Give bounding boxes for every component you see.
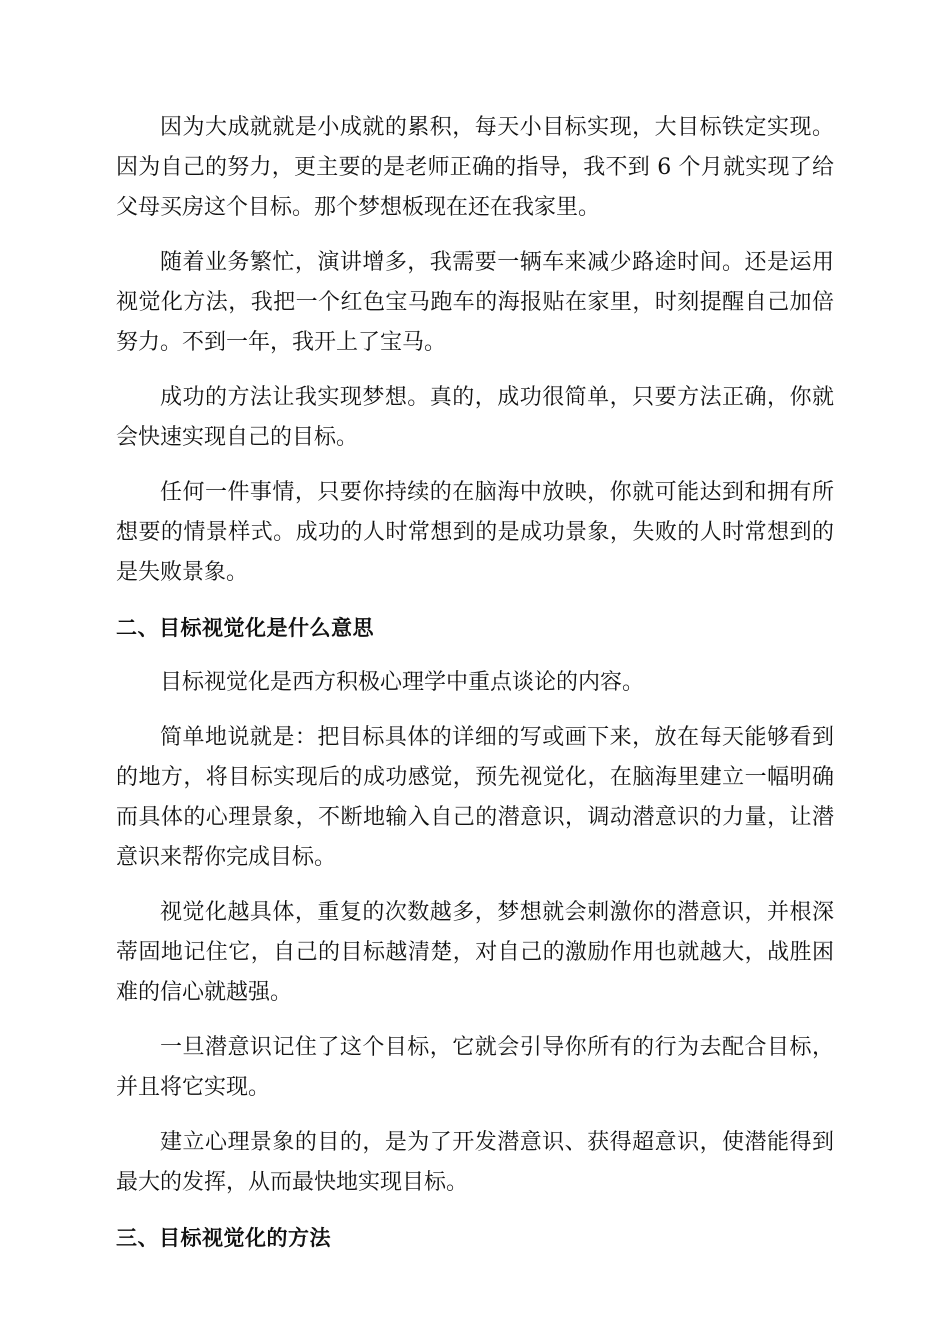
section-heading: 三、目标视觉化的方法 xyxy=(116,1226,331,1250)
paragraph: 视觉化越具体，重复的次数越多，梦想就会刺激你的潜意识，并根深蒂固地记住它，自己的目标越清楚，对自己的激励作用也就越大，战胜困难的信心就越强。 xyxy=(116,900,834,1005)
document-body xyxy=(116,108,834,1273)
paragraph: 因为大成就就是小成就的累积，每天小目标实现，大目标铁定实现。因为自己的努力，更主要的是老师正确的指导，我不到 6 个月就实现了给父母买房这个目标。那个梦想板现在还在我家里。 xyxy=(116,115,834,220)
paragraph: 简单地说就是：把目标具体的详细的写或画下来，放在每天能够看到的地方，将目标实现后的成功感觉，预先视觉化，在脑海里建立一幅明确而具体的心理景象，不断地输入自己的潜意识，调动潜意识的力量，让潜意识来帮你完成目标。 xyxy=(116,725,834,870)
section-heading: 二、目标视觉化是什么意思 xyxy=(116,616,374,640)
paragraph: 目标视觉化是西方积极心理学中重点谈论的内容。 xyxy=(160,670,645,695)
paragraph: 任何一件事情，只要你持续的在脑海中放映，你就可能达到和拥有所想要的情景样式。成功的人时常想到的是成功景象，失败的人时常想到的是失败景象。 xyxy=(116,480,834,585)
paragraph: 随着业务繁忙，演讲增多，我需要一辆车来减少路途时间。还是运用视觉化方法，我把一个红色宝马跑车的海报贴在家里，时刻提醒自己加倍努力。不到一年，我开上了宝马。 xyxy=(116,250,834,355)
paragraph: 建立心理景象的目的，是为了开发潜意识、获得超意识，使潜能得到最大的发挥，从而最快地实现目标。 xyxy=(116,1130,834,1195)
paragraph: 成功的方法让我实现梦想。真的，成功很简单，只要方法正确，你就会快速实现自己的目标。 xyxy=(116,385,834,450)
paragraph: 一旦潜意识记住了这个目标，它就会引导你所有的行为去配合目标，并且将它实现。 xyxy=(116,1035,834,1100)
